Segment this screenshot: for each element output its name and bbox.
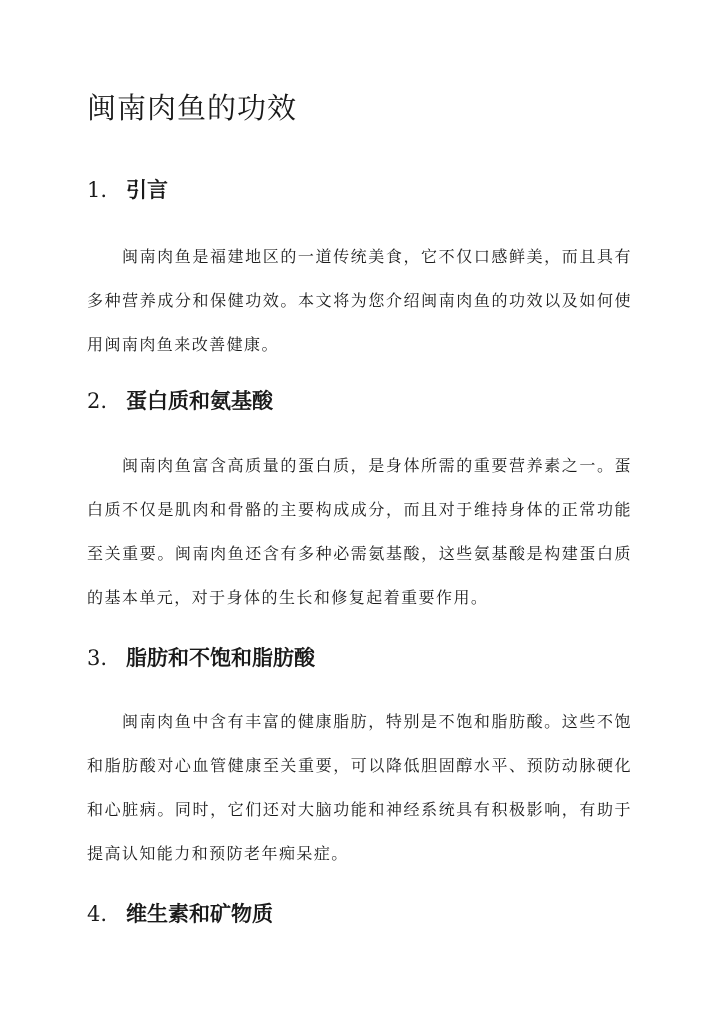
section-paragraph-introduction: 闽南肉鱼是福建地区的一道传统美食，它不仅口感鲜美，而且具有多种营养成分和保健功效。本文将为您介绍闽南肉鱼的功效以及如何使用闽南肉鱼来改善健康。 — [87, 247, 632, 354]
section-title: 引言 — [126, 177, 168, 202]
section-heading-introduction — [87, 175, 168, 205]
section-paragraph-protein: 闽南肉鱼富含高质量的蛋白质，是身体所需的重要营养素之一。蛋白质不仅是肌肉和骨骼的主要构成成分，而且对于维持身体的正常功能至关重要。闽南肉鱼还含有多种必需氨基酸，这些氨基酸是构建蛋白质的基本单元，对于身体的生长和修复起着重要作用。 — [87, 456, 632, 607]
section-title: 维生素和矿物质 — [126, 901, 273, 926]
section-heading-protein — [87, 386, 273, 416]
section-heading-vitamins — [87, 899, 273, 929]
section-number: 4. — [87, 902, 108, 926]
section-number: 1. — [87, 178, 108, 202]
section-number: 3. — [87, 646, 108, 670]
section-title: 脂肪和不饱和脂肪酸 — [126, 645, 315, 670]
section-number: 2. — [87, 389, 108, 413]
section-heading-fats — [87, 643, 315, 673]
section-title: 蛋白质和氨基酸 — [126, 388, 273, 413]
page-title: 闽南肉鱼的功效 — [87, 91, 298, 125]
section-paragraph-fats: 闽南肉鱼中含有丰富的健康脂肪，特别是不饱和脂肪酸。这些不饱和脂肪酸对心血管健康至关重要，可以降低胆固醇水平、预防动脉硬化和心脏病。同时，它们还对大脑功能和神经系统具有积极影响，有助于提高认知能力和预防老年痴呆症。 — [87, 712, 632, 863]
